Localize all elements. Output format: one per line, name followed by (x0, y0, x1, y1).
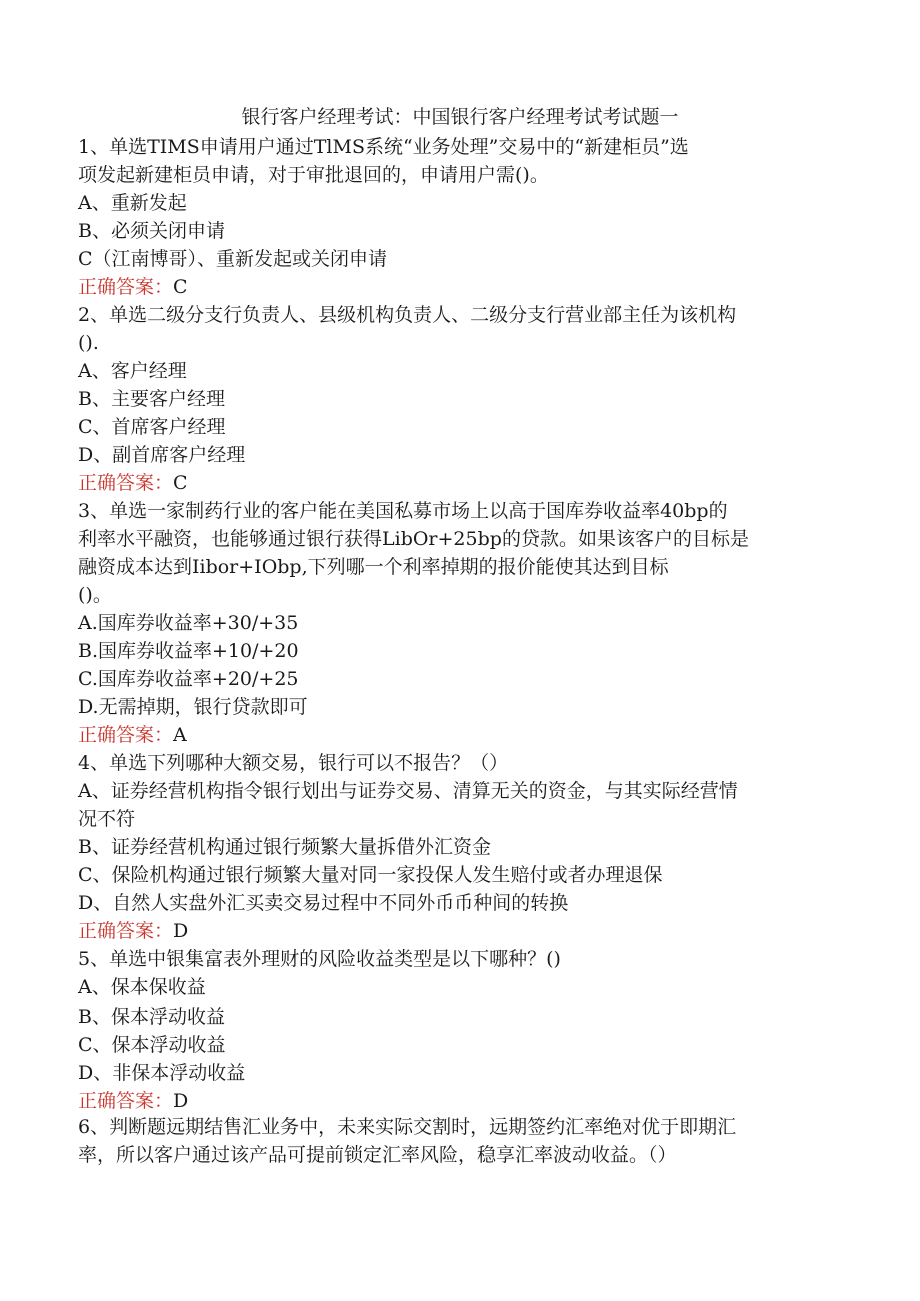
answer-value: C (173, 276, 188, 298)
question-2-answer (78, 469, 188, 497)
question-6-stem-line-1: 6、判断题远期结售汇业务中，未来实际交割时，远期签约汇率绝对优于即期汇 (78, 1116, 737, 1138)
question-6-stem-line-2: 率，所以客户通过该产品可提前锁定汇率风险，稳享汇率波动收益。（） (78, 1144, 677, 1166)
question-3-option-a: A.国库券收益率+30/+35 (78, 612, 299, 634)
question-4-option-c: C、保险机构通过银行频繁大量对同一家投保人发生赔付或者办理退保 (78, 864, 663, 886)
answer-label: 正确答案： (78, 1090, 174, 1112)
question-4-option-a-line-1: A、证券经营机构指令银行划出与证券交易、清算无关的资金，与其实际经营情 (78, 780, 738, 802)
question-2-stem-line-2: (). (78, 332, 99, 354)
question-3-stem-line-1: 3、单选一家制药行业的客户能在美国私募市场上以高于国库券收益率40bp的 (78, 500, 728, 522)
question-5-option-a: A、保本保收益 (78, 976, 206, 998)
question-3-stem-line-4: ()。 (78, 584, 112, 606)
question-1-stem-line-2: 项发起新建柜员申请，对于审批退回的，申请用户需()。 (78, 164, 549, 186)
question-3-option-b: B.国库券收益率+10/+20 (78, 640, 299, 662)
document-title: 银行客户经理考试：中国银行客户经理考试考试题一 (241, 106, 679, 128)
question-5-option-c: C、保本浮动收益 (78, 1034, 226, 1056)
question-5-option-d: D、非保本浮动收益 (78, 1062, 246, 1084)
question-3-stem-line-2: 利率水平融资，也能够通过银行获得LibOr+25bp的贷款。如果该客户的目标是 (78, 528, 749, 550)
question-4-option-d: D、自然人实盘外汇买卖交易过程中不同外币币种间的转换 (78, 892, 569, 914)
question-5-stem-line-1: 5、单选中银集富表外理财的风险收益类型是以下哪种？() (78, 948, 561, 970)
question-2-option-a: A、客户经理 (78, 360, 187, 382)
question-5-answer (78, 1087, 188, 1115)
answer-value: A (173, 724, 187, 746)
answer-label: 正确答案： (78, 472, 174, 494)
answer-value: D (173, 920, 189, 942)
question-4-stem-line-1: 4、单选下列哪种大额交易，银行可以不报告？（） (78, 752, 509, 774)
question-4-answer (78, 917, 188, 945)
question-5-option-b: B、保本浮动收益 (78, 1006, 225, 1028)
answer-label: 正确答案： (78, 920, 174, 942)
question-3-stem-line-3: 融资成本达到Iibor+IObp,下列哪一个利率掉期的报价能使其达到目标 (78, 556, 669, 578)
question-1-option-a: A、重新发起 (78, 192, 187, 214)
question-2-option-d: D、副首席客户经理 (78, 444, 246, 466)
question-2-option-c: C、首席客户经理 (78, 416, 226, 438)
answer-label: 正确答案： (78, 724, 174, 746)
question-1-stem-line-1: 1、单选TIMS申请用户通过TlMS系统“业务处理”交易中的“新建柜员”选 (78, 136, 689, 158)
answer-value: D (173, 1090, 189, 1112)
question-4-option-b: B、证券经营机构通过银行频繁大量拆借外汇资金 (78, 836, 491, 858)
question-3-option-d: D.无需掉期，银行贷款即可 (78, 696, 308, 718)
question-2-stem-line-1: 2、单选二级分支行负责人、县级机构负责人、二级分支行营业部主任为该机构 (78, 304, 737, 326)
question-3-option-c: C.国库券收益率+20/+25 (78, 668, 299, 690)
answer-label: 正确答案： (78, 276, 174, 298)
answer-value: C (173, 472, 188, 494)
question-3-answer (78, 721, 187, 749)
question-2-option-b: B、主要客户经理 (78, 388, 225, 410)
question-1-option-b: B、必须关闭申请 (78, 220, 225, 242)
question-4-option-a-line-2: 况不符 (78, 808, 136, 830)
question-1-answer (78, 273, 188, 301)
question-1-option-c: C（江南博哥）、重新发起或关闭申请 (78, 248, 388, 270)
